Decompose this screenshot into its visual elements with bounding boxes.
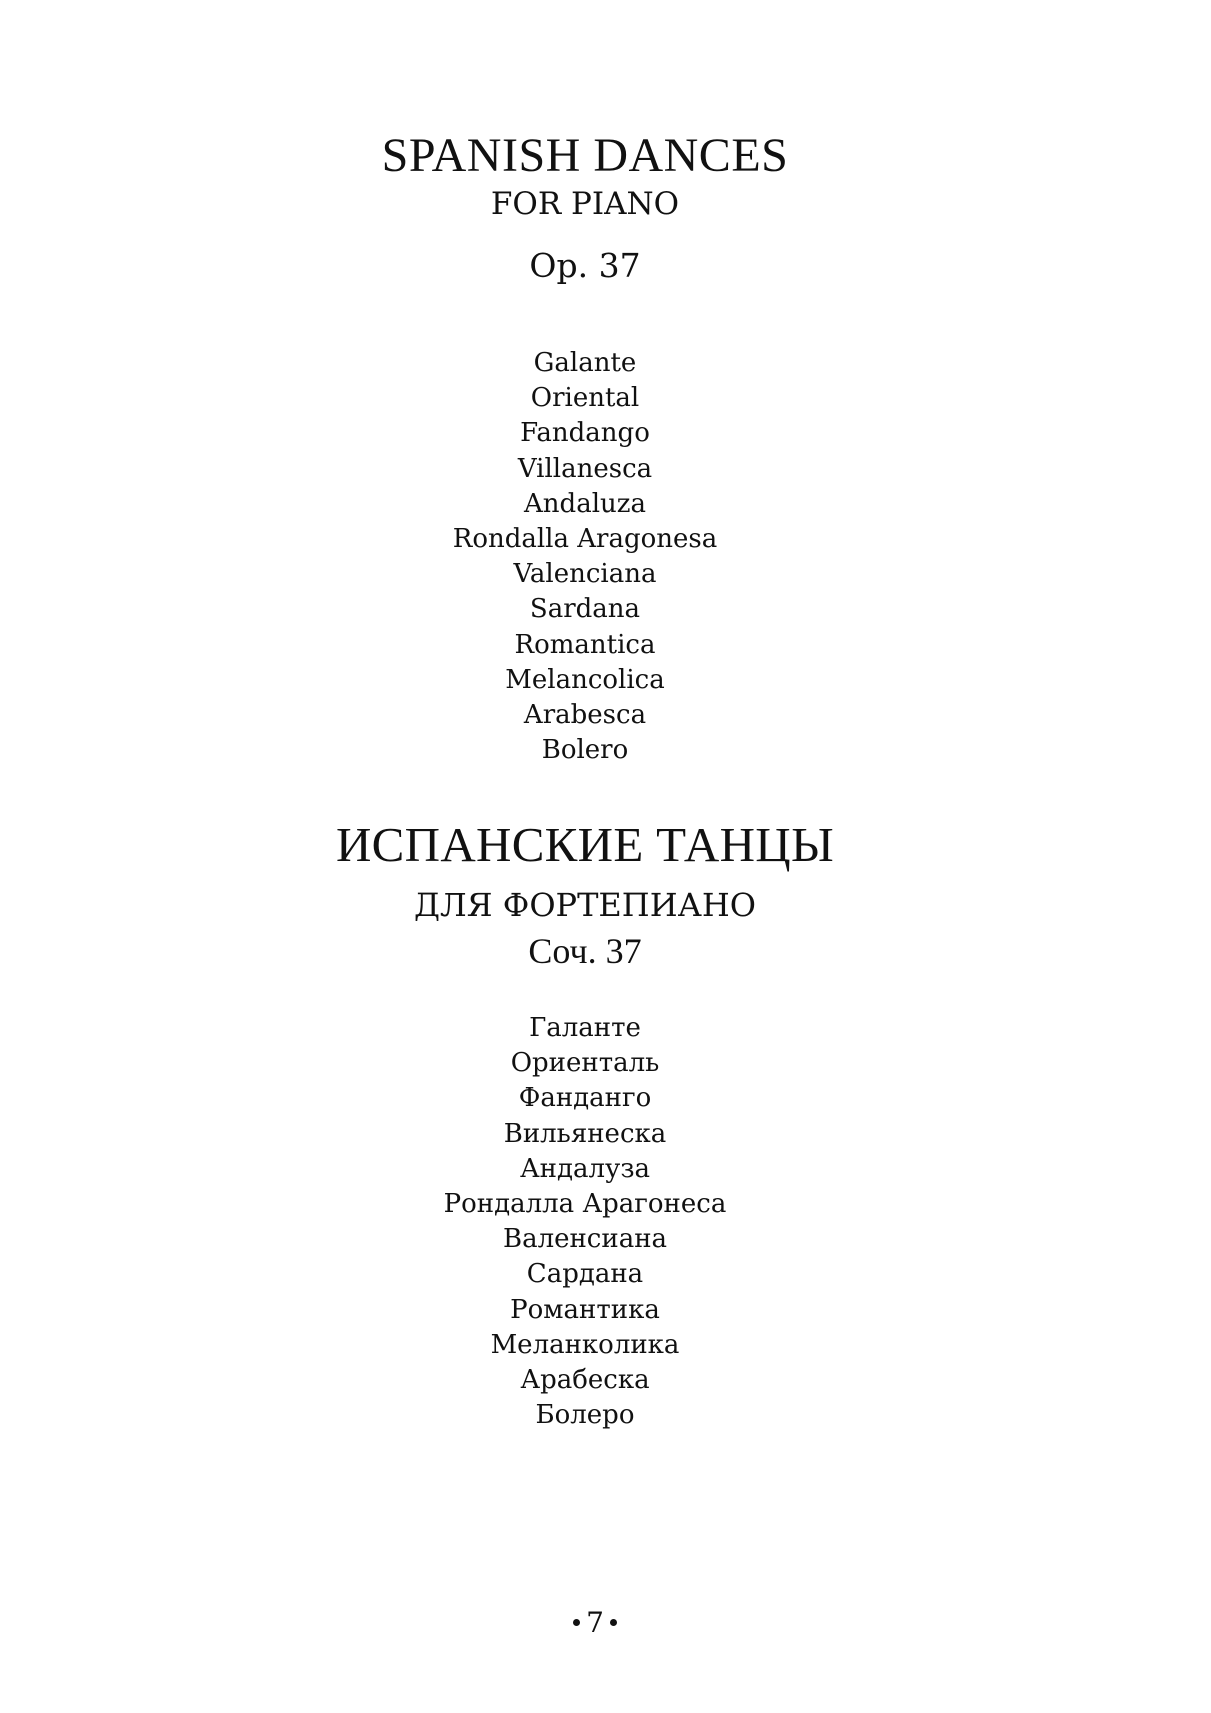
russian-dance-item: Романтика — [510, 1294, 660, 1325]
english-dance-item: Galante — [533, 348, 637, 378]
russian-subtitle: ДЛЯ ФОРТЕПИАНО — [414, 886, 756, 924]
russian-dance-item: Арабеска — [520, 1365, 650, 1396]
english-dance-item: Bolero — [541, 735, 629, 766]
russian-title: ИСПАНСКИЕ ТАНЦЫ — [335, 817, 835, 872]
english-dance-item: Villanesca — [517, 453, 653, 484]
russian-dance-item: Галанте — [529, 1013, 641, 1043]
russian-dance-item: Рондалла Арагонеса — [443, 1189, 727, 1220]
english-dance-item: Sardana — [529, 594, 641, 625]
page-number: 7 — [586, 1606, 604, 1639]
english-dance-item: Melancolica — [505, 664, 665, 695]
russian-dance-item: Сардана — [526, 1259, 644, 1290]
english-dance-item: Rondalla Aragonesa — [452, 524, 718, 555]
russian-dance-item: Меланколика — [490, 1329, 680, 1360]
bullet-dot-icon — [610, 1619, 617, 1626]
russian-dance-item: Вильянеска — [503, 1118, 667, 1149]
english-dance-item: Arabesca — [523, 700, 647, 731]
english-dance-item: Oriental — [530, 383, 640, 414]
russian-dance-item: Фанданго — [518, 1083, 652, 1114]
page-number-footer — [0, 1605, 1190, 1641]
russian-dance-item: Болеро — [535, 1400, 635, 1431]
english-dance-list — [0, 346, 1170, 768]
russian-dance-item: Валенсиана — [502, 1224, 668, 1255]
english-dance-item: Romantica — [514, 629, 656, 660]
bullet-dot-icon — [573, 1619, 580, 1626]
english-title: SPANISH DANCES — [381, 129, 789, 182]
english-subtitle: FOR PIANO — [490, 186, 680, 222]
russian-opus-number: Соч. 37 — [528, 931, 642, 971]
russian-dance-item: Ориенталь — [510, 1048, 660, 1079]
russian-dance-list — [0, 1011, 1170, 1433]
english-opus-number: Op. 37 — [529, 246, 641, 285]
english-dance-item: Andaluza — [524, 488, 646, 519]
english-dance-item: Fandango — [520, 418, 650, 449]
russian-dance-item: Андалуза — [519, 1153, 651, 1184]
english-dance-item: Valenciana — [513, 559, 657, 590]
